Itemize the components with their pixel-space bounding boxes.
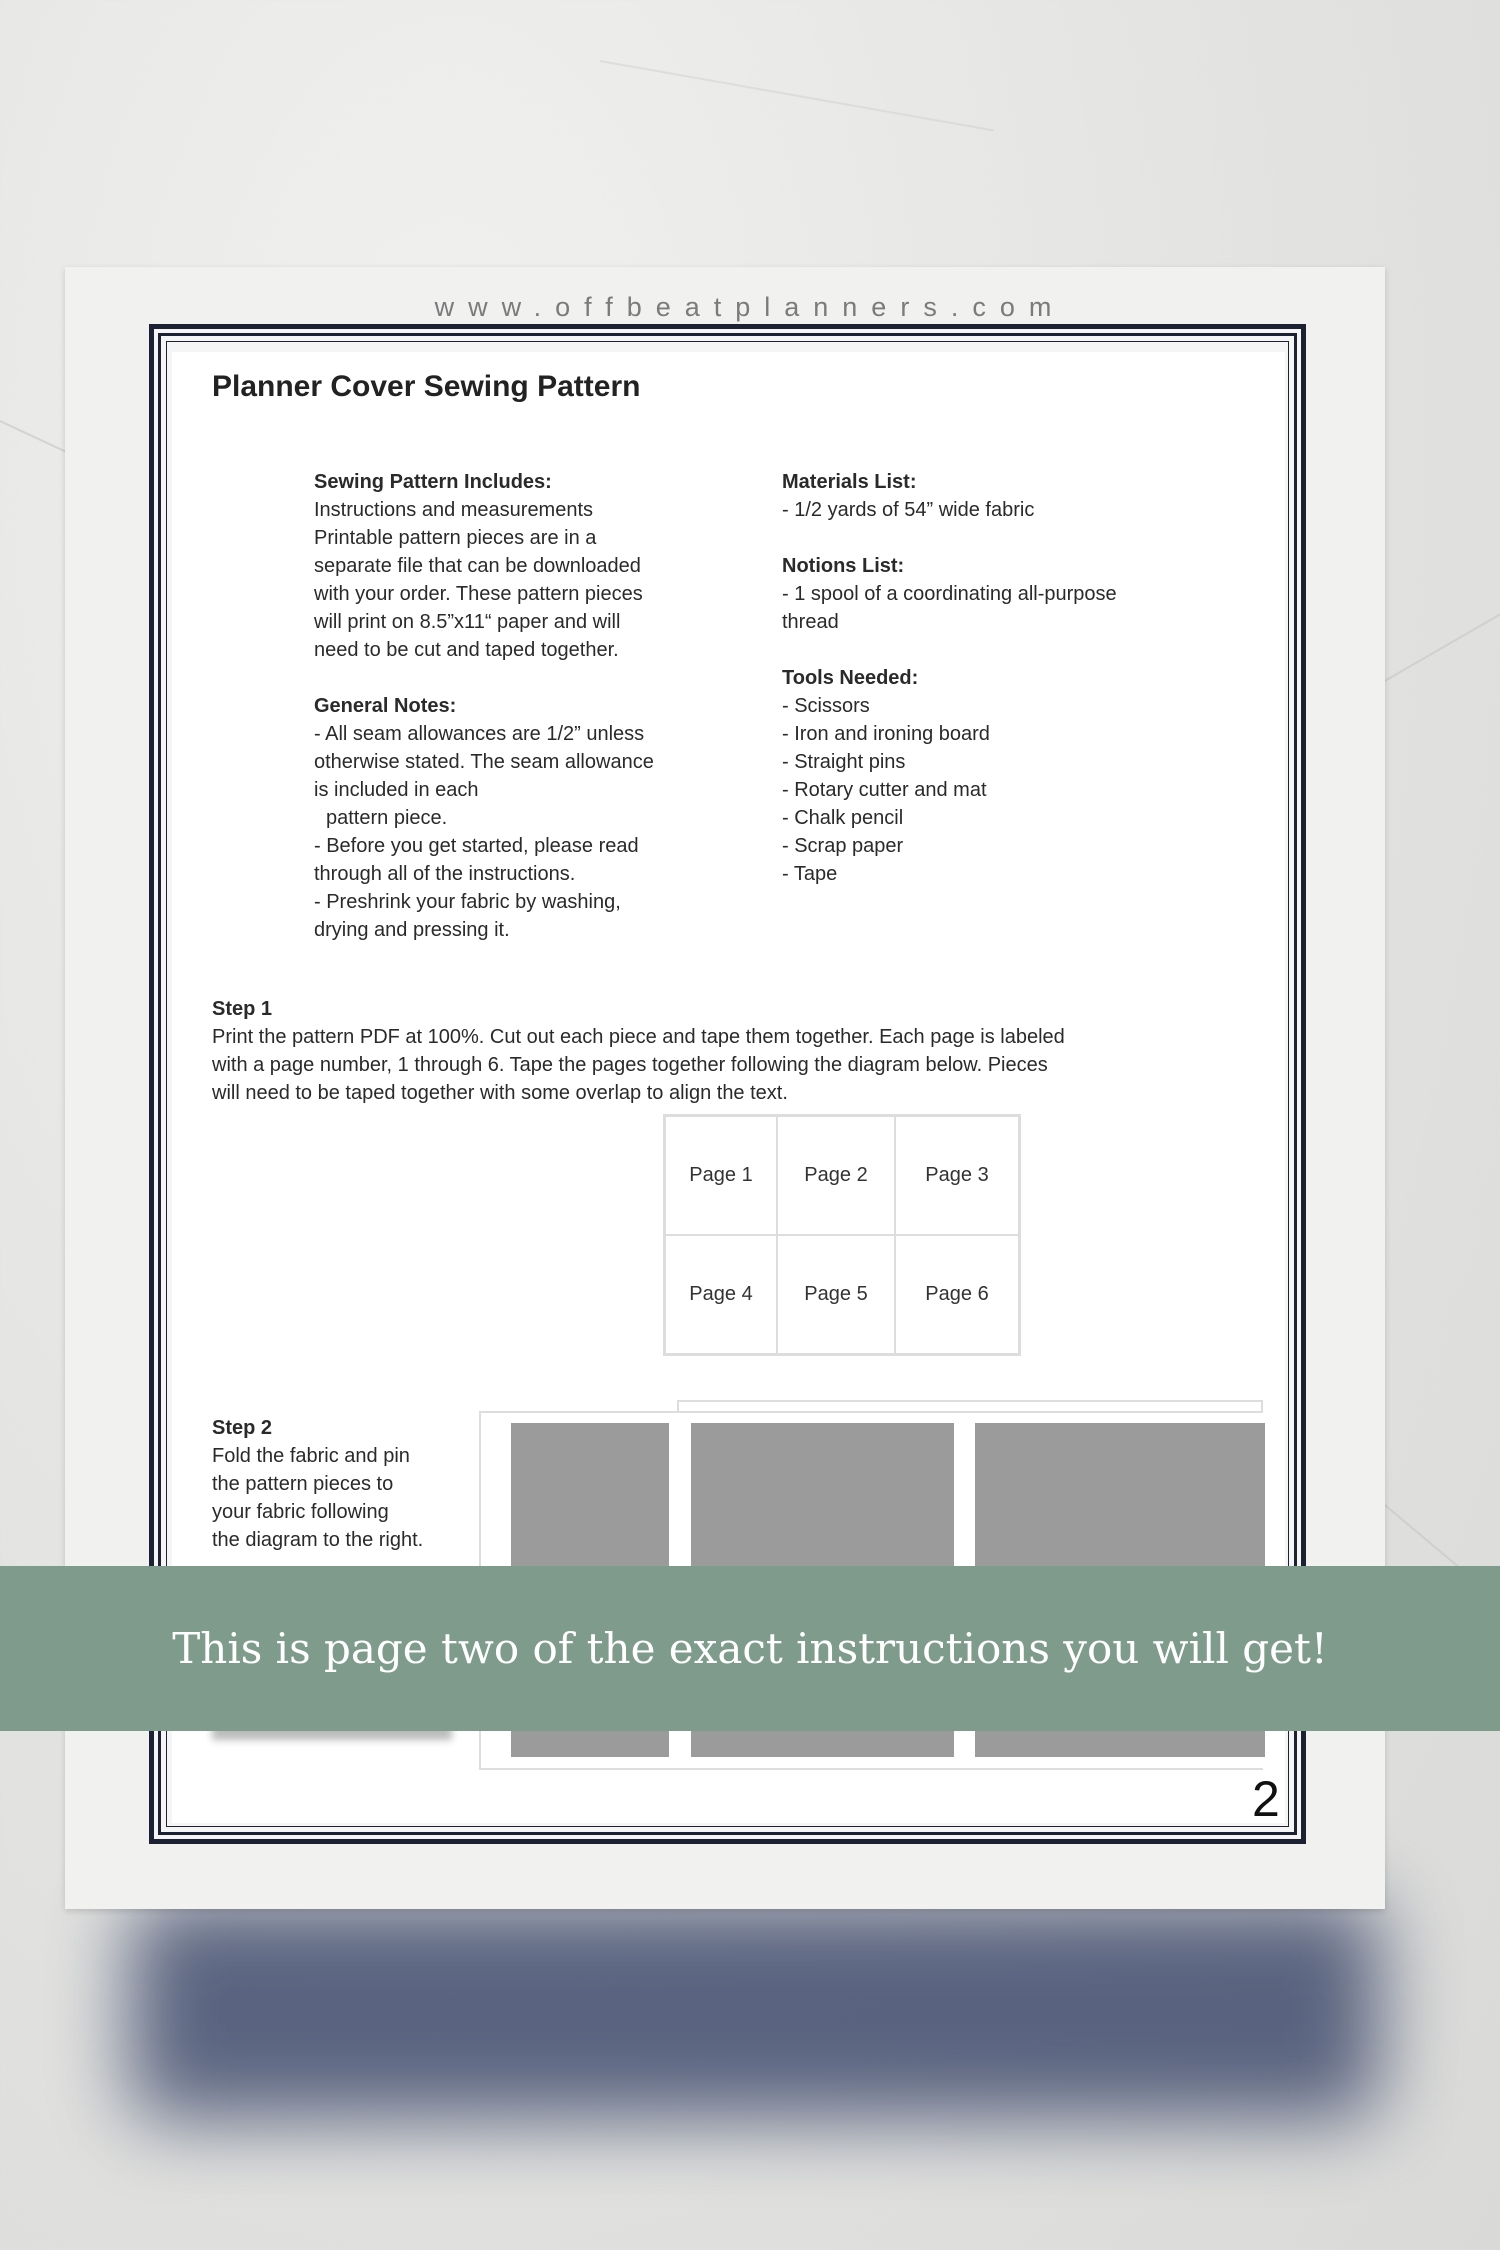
text-line: through all of the instructions. [314,863,576,885]
text-line: - 1 spool of a coordinating all-purpose [782,583,1117,605]
text-line: - Rotary cutter and mat [782,779,987,801]
page-cell: Page 1 [665,1116,777,1235]
text-line: drying and pressing it. [314,919,510,941]
page-cell: Page 5 [777,1235,895,1354]
text-line: separate file that can be downloaded [314,555,641,577]
text-line: pattern piece. [326,807,448,829]
text-line: will print on 8.5”x11“ paper and will [314,611,621,633]
page-cell: Page 2 [777,1116,895,1235]
page-number: 2 [1252,1771,1280,1827]
tools-section [782,664,990,888]
text-line: - Preshrink your fabric by washing, [314,891,621,913]
step2-section [212,1414,423,1554]
text-line: the pattern pieces to [212,1473,394,1495]
notions-section [782,552,1117,636]
materials-section [782,468,1034,524]
text-line: - Scrap paper [782,835,904,857]
page-cell: Page 6 [895,1235,1019,1354]
website-url: www.offbeatplanners.com [434,292,1066,322]
section-heading: Step 1 [212,998,273,1020]
text-line: otherwise stated. The seam allowance [314,751,654,773]
text-line: thread [782,611,839,633]
page-title: Planner Cover Sewing Pattern [212,370,641,403]
promo-banner [0,1566,1500,1731]
text-line: Printable pattern pieces are in a [314,527,597,549]
banner-text: This is page two of the exact instructions you will get! [172,1624,1328,1673]
text-line: with a page number, 1 through 6. Tape the pages together following the diagram below. Pieces [212,1054,1048,1076]
text-line: - Scissors [782,695,870,717]
text-line: - All seam allowances are 1/2” unless [314,723,645,745]
text-line: - Before you get started, please read [314,835,639,857]
text-line: - 1/2 yards of 54” wide fabric [782,499,1035,521]
text-line: Instructions and measurements [314,499,594,521]
text-line: Fold the fabric and pin [212,1445,410,1467]
text-line: need to be cut and taped together. [314,639,619,661]
text-line: your fabric following [212,1501,389,1523]
includes-section [314,468,643,664]
text-line: - Iron and ironing board [782,723,990,745]
section-heading: Sewing Pattern Includes: [314,471,552,493]
text-line: is included in each [314,779,479,801]
text-line: will need to be taped together with some overlap to align the text. [212,1082,788,1104]
section-heading: Tools Needed: [782,667,919,689]
page-layout-diagram [663,1114,1021,1356]
page-cell: Page 4 [665,1235,777,1354]
section-heading: Notions List: [782,555,905,577]
text-line: - Tape [782,863,838,885]
marble-vein [600,60,994,131]
text-line: Print the pattern PDF at 100%. Cut out each piece and tape them together. Each page is labeled [212,1026,1065,1048]
section-heading: Step 2 [212,1417,273,1439]
text-line: - Straight pins [782,751,906,773]
text-line: with your order. These pattern pieces [314,583,643,605]
step1-section [212,995,1232,1107]
section-heading: General Notes: [314,695,457,717]
sheet-shadow [130,1900,1380,2120]
text-line: the diagram to the right. [212,1529,424,1551]
text-line: - Chalk pencil [782,807,904,829]
page-cell: Page 3 [895,1116,1019,1235]
section-heading: Materials List: [782,471,917,493]
notes-section [314,692,654,944]
